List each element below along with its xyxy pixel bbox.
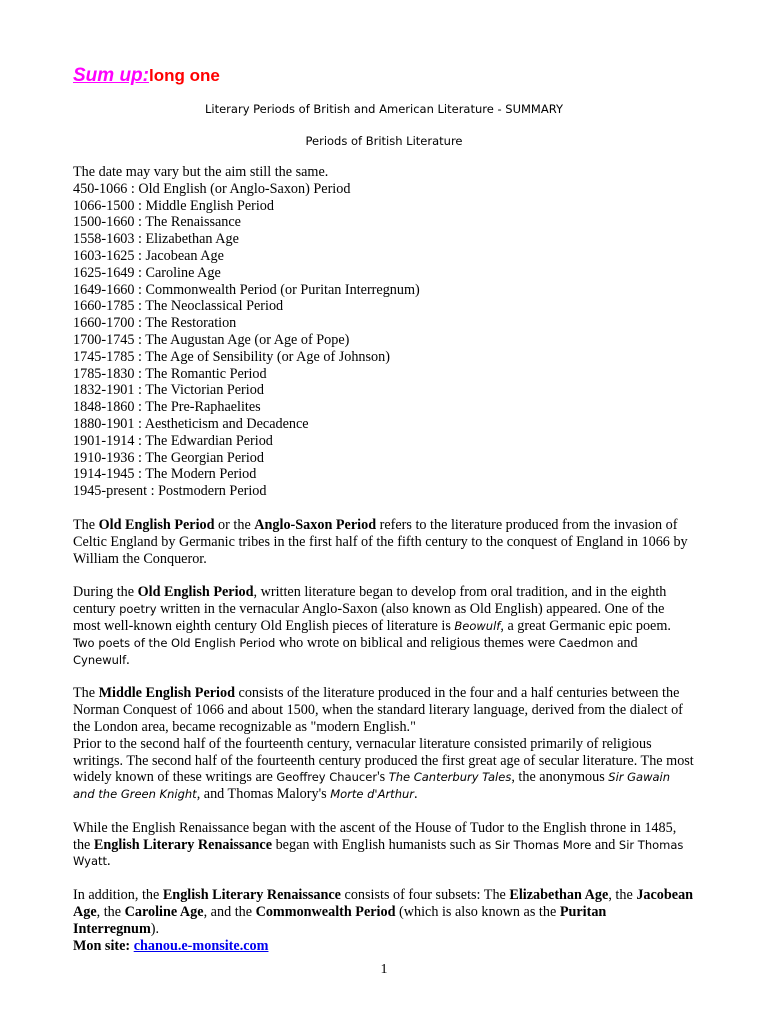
document-page xyxy=(73,62,695,954)
period-item: 450-1066 : Old English (or Anglo-Saxon) Period xyxy=(73,180,351,197)
period-item: 1914-1945 : The Modern Period xyxy=(73,466,257,483)
period-item: 1848-1860 : The Pre-Raphaelites xyxy=(73,399,261,416)
page-header xyxy=(73,62,695,90)
period-item: 1910-1936 : The Georgian Period xyxy=(73,449,264,466)
periods-list xyxy=(73,164,695,500)
period-item: 1785-1830 : The Romantic Period xyxy=(73,365,267,382)
paragraph-middle-english: The Middle English Period consists of the literature produced in the four and a half centuries between the Norman Conquest of 1066 and about 1500, when the standard literary language, derived from the dialect of the London area, became recognizable as "modern English." Prior to the second half of the fourteenth century, vernacular literature consisted primarily of religious writings. The second half of the fourteenth century produced the first great age of secular literature. The most widely known of these writings are Geoffrey Chaucer's The Canterbury Tales, the anonymous Sir Gawain and the Green Knight, and Thomas Malory's Morte d'Arthur. xyxy=(73,685,694,803)
site-label: Mon site: xyxy=(73,937,134,954)
paragraph-old-english: The Old English Period or the Anglo-Saxon Period refers to the literature produced from the invasion of Celtic England by Germanic tribes in the first half of the fifth century to the conquest of England in 1066 by William the Conqueror. xyxy=(73,516,688,567)
period-item: 1603-1625 : Jacobean Age xyxy=(73,247,224,264)
period-item: 1625-1649 : Caroline Age xyxy=(73,264,221,281)
period-item: 1745-1785 : The Age of Sensibility (or Age of Johnson) xyxy=(73,348,390,365)
document-title: Literary Periods of British and American Literature - SUMMARY xyxy=(205,102,563,116)
section-title: Periods of British Literature xyxy=(305,134,463,148)
paragraph-old-english-development: During the Old English Period, written literature began to develop from oral tradition, and in the eighth century poetry written in the vernacular Anglo-Saxon (also known as Old English) appeared. One of the most well-known eighth century Old English pieces of literature is Beowulf, a great Germanic epic poem. Two poets of the Old English Period who wrote on biblical and religious themes were Caedmon and Cynewulf. xyxy=(73,584,671,668)
period-item: 1660-1785 : The Neoclassical Period xyxy=(73,298,284,315)
period-item: 1880-1901 : Aestheticism and Decadence xyxy=(73,415,309,432)
site-link[interactable]: chanou.e-monsite.com xyxy=(133,937,269,954)
paragraph-renaissance-subsets: In addition, the English Literary Renaissance consists of four subsets: The Elizabethan Age, the Jacobean Age, the Caroline Age, and the Commonwealth Period (which is also known as the Puritan Interregnum). xyxy=(73,887,694,937)
period-item: 1832-1901 : The Victorian Period xyxy=(73,382,264,399)
period-item: 1945-present : Postmodern Period xyxy=(73,483,267,500)
intro-line: The date may vary but the aim still the same. xyxy=(73,164,329,180)
period-item: 1901-1914 : The Edwardian Period xyxy=(73,432,273,449)
long-one-label: long one xyxy=(149,66,220,85)
site-line xyxy=(73,938,695,955)
period-item: 1649-1660 : Commonwealth Period (or Puritan Interregnum) xyxy=(73,281,420,298)
paragraph-renaissance: While the English Renaissance began with the ascent of the House of Tudor to the English throne in 1485, the English Literary Renaissance began with English humanists such as Sir Thomas More and Sir Thomas Wyatt. xyxy=(73,819,684,870)
period-item: 1558-1603 : Elizabethan Age xyxy=(73,231,239,248)
period-item: 1660-1700 : The Restoration xyxy=(73,315,237,332)
page-number: 1 xyxy=(380,962,388,977)
period-item: 1066-1500 : Middle English Period xyxy=(73,197,274,214)
period-item: 1700-1745 : The Augustan Age (or Age of Pope) xyxy=(73,331,350,348)
sum-up-heading: Sum up: xyxy=(73,65,149,86)
period-item: 1500-1660 : The Renaissance xyxy=(73,214,241,231)
